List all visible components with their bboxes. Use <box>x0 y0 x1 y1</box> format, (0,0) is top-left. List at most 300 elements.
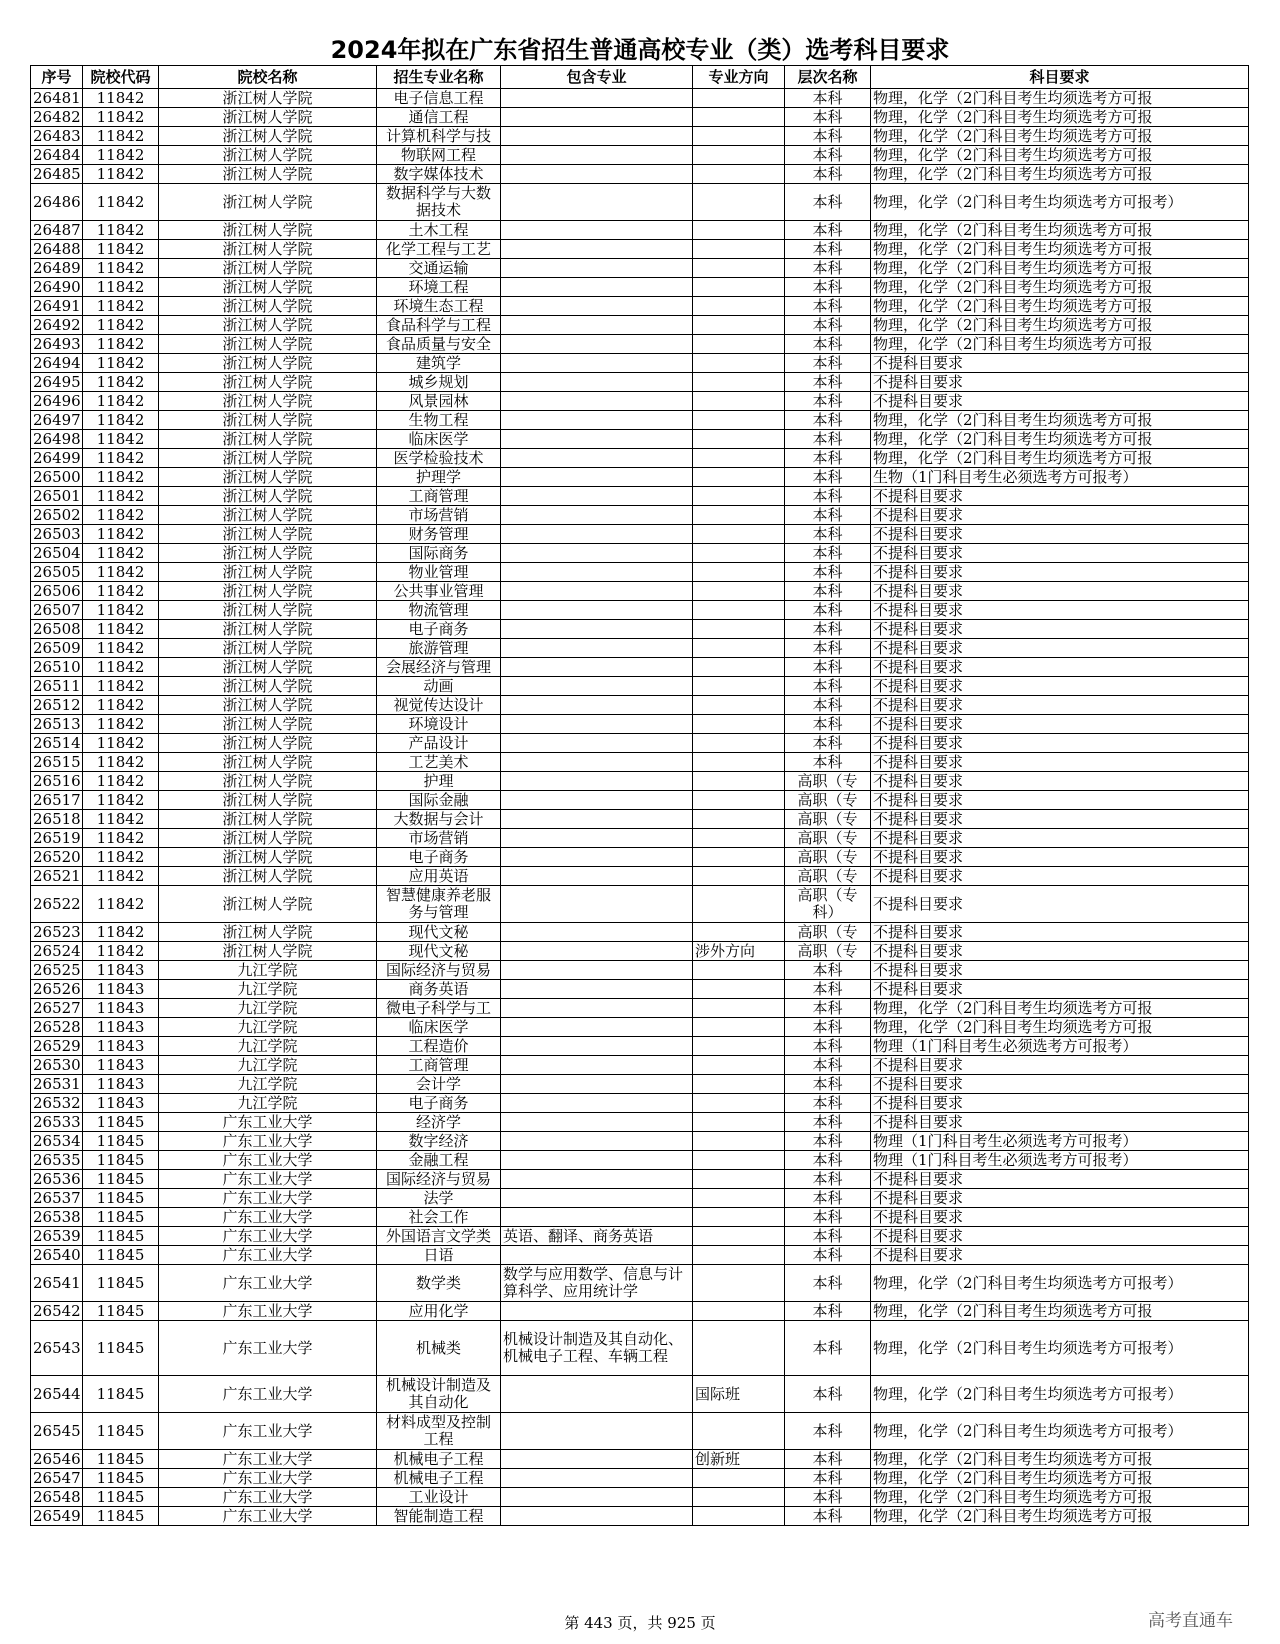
cell-direction <box>693 1189 785 1208</box>
cell-school-code: 11842 <box>83 373 159 392</box>
cell-seq: 26532 <box>31 1094 83 1113</box>
cell-school-name: 浙江树人学院 <box>159 601 377 620</box>
cell-school-name: 浙江树人学院 <box>159 829 377 848</box>
cell-subject-requirement: 物理，化学（2门科目考生均须选考方可报 <box>871 1488 1249 1507</box>
cell-direction <box>693 772 785 791</box>
cell-subject-requirement: 不提科目要求 <box>871 373 1249 392</box>
cell-level: 高职（专科） <box>785 886 871 923</box>
cell-direction <box>693 1151 785 1170</box>
cell-seq: 26540 <box>31 1246 83 1265</box>
cell-major-name: 数学类 <box>377 1265 501 1302</box>
cell-school-name: 广东工业大学 <box>159 1302 377 1321</box>
cell-school-name: 浙江树人学院 <box>159 373 377 392</box>
cell-seq: 26545 <box>31 1413 83 1450</box>
table-row <box>31 108 1249 127</box>
cell-level: 本科 <box>785 980 871 999</box>
cell-school-code: 11845 <box>83 1208 159 1227</box>
header-major-name: 招生专业名称 <box>377 66 501 89</box>
cell-direction <box>693 791 785 810</box>
cell-major-name: 医学检验技术 <box>377 449 501 468</box>
cell-direction <box>693 1469 785 1488</box>
table-row <box>31 392 1249 411</box>
table-row <box>31 373 1249 392</box>
cell-direction <box>693 886 785 923</box>
cell-level: 本科 <box>785 1018 871 1037</box>
cell-school-name: 浙江树人学院 <box>159 658 377 677</box>
cell-included-majors <box>501 1094 693 1113</box>
cell-included-majors <box>501 1488 693 1507</box>
cell-school-code: 11842 <box>83 278 159 297</box>
cell-subject-requirement: 物理，化学（2门科目考生均须选考方可报 <box>871 449 1249 468</box>
cell-major-name: 产品设计 <box>377 734 501 753</box>
brand-watermark: 高考直通车 <box>1148 1611 1233 1631</box>
cell-included-majors <box>501 127 693 146</box>
cell-school-name: 浙江树人学院 <box>159 108 377 127</box>
cell-level: 本科 <box>785 278 871 297</box>
cell-school-name: 浙江树人学院 <box>159 127 377 146</box>
cell-school-name: 浙江树人学院 <box>159 146 377 165</box>
cell-level: 本科 <box>785 525 871 544</box>
cell-school-code: 11842 <box>83 867 159 886</box>
cell-level: 本科 <box>785 89 871 108</box>
cell-seq: 26505 <box>31 563 83 582</box>
table-row <box>31 127 1249 146</box>
cell-major-name: 物流管理 <box>377 601 501 620</box>
cell-subject-requirement: 不提科目要求 <box>871 886 1249 923</box>
cell-included-majors <box>501 753 693 772</box>
cell-direction <box>693 677 785 696</box>
cell-direction <box>693 999 785 1018</box>
cell-school-name: 浙江树人学院 <box>159 942 377 961</box>
cell-level: 本科 <box>785 999 871 1018</box>
cell-subject-requirement: 不提科目要求 <box>871 1113 1249 1132</box>
cell-major-name: 城乡规划 <box>377 373 501 392</box>
cell-seq: 26485 <box>31 165 83 184</box>
cell-included-majors <box>501 487 693 506</box>
cell-level: 本科 <box>785 961 871 980</box>
table-header-row <box>31 66 1249 89</box>
page-title: 2024年拟在广东省招生普通高校专业（类）选考科目要求 <box>330 36 950 64</box>
cell-school-name: 浙江树人学院 <box>159 810 377 829</box>
cell-included-majors <box>501 1246 693 1265</box>
cell-direction <box>693 734 785 753</box>
cell-seq: 26483 <box>31 127 83 146</box>
cell-direction <box>693 620 785 639</box>
cell-school-code: 11845 <box>83 1413 159 1450</box>
cell-included-majors <box>501 392 693 411</box>
cell-major-name: 应用化学 <box>377 1302 501 1321</box>
cell-major-name: 电子信息工程 <box>377 89 501 108</box>
table-row <box>31 278 1249 297</box>
cell-school-name: 浙江树人学院 <box>159 772 377 791</box>
cell-included-majors <box>501 658 693 677</box>
cell-school-code: 11842 <box>83 316 159 335</box>
cell-school-name: 广东工业大学 <box>159 1189 377 1208</box>
cell-level: 本科 <box>785 582 871 601</box>
cell-seq: 26537 <box>31 1189 83 1208</box>
cell-major-name: 物业管理 <box>377 563 501 582</box>
cell-school-code: 11842 <box>83 715 159 734</box>
table-row <box>31 563 1249 582</box>
cell-included-majors: 机械设计制造及其自动化、机械电子工程、车辆工程 <box>501 1321 693 1376</box>
cell-direction <box>693 1265 785 1302</box>
cell-school-name: 浙江树人学院 <box>159 392 377 411</box>
cell-level: 高职（专 <box>785 772 871 791</box>
cell-level: 本科 <box>785 563 871 582</box>
cell-major-name: 国际经济与贸易 <box>377 1170 501 1189</box>
table-row <box>31 354 1249 373</box>
cell-major-name: 机械电子工程 <box>377 1469 501 1488</box>
cell-level: 本科 <box>785 677 871 696</box>
cell-major-name: 法学 <box>377 1189 501 1208</box>
cell-major-name: 商务英语 <box>377 980 501 999</box>
cell-major-name: 临床医学 <box>377 430 501 449</box>
cell-direction: 涉外方向 <box>693 942 785 961</box>
cell-major-name: 国际经济与贸易 <box>377 961 501 980</box>
cell-included-majors <box>501 961 693 980</box>
cell-subject-requirement: 不提科目要求 <box>871 354 1249 373</box>
cell-level: 本科 <box>785 1132 871 1151</box>
cell-seq: 26501 <box>31 487 83 506</box>
table-row <box>31 848 1249 867</box>
cell-school-name: 浙江树人学院 <box>159 468 377 487</box>
cell-included-majors <box>501 1056 693 1075</box>
cell-school-name: 广东工业大学 <box>159 1469 377 1488</box>
cell-major-name: 现代文秘 <box>377 942 501 961</box>
table-row <box>31 1413 1249 1450</box>
cell-included-majors <box>501 1018 693 1037</box>
cell-seq: 26518 <box>31 810 83 829</box>
cell-seq: 26502 <box>31 506 83 525</box>
cell-seq: 26490 <box>31 278 83 297</box>
cell-subject-requirement: 不提科目要求 <box>871 829 1249 848</box>
cell-direction <box>693 506 785 525</box>
cell-direction: 创新班 <box>693 1450 785 1469</box>
cell-direction <box>693 430 785 449</box>
cell-major-name: 材料成型及控制工程 <box>377 1413 501 1450</box>
cell-school-name: 浙江树人学院 <box>159 677 377 696</box>
cell-seq: 26513 <box>31 715 83 734</box>
cell-school-code: 11842 <box>83 259 159 278</box>
cell-seq: 26509 <box>31 639 83 658</box>
cell-level: 本科 <box>785 146 871 165</box>
cell-seq: 26525 <box>31 961 83 980</box>
table-row <box>31 601 1249 620</box>
cell-school-name: 广东工业大学 <box>159 1113 377 1132</box>
cell-direction <box>693 829 785 848</box>
cell-major-name: 市场营销 <box>377 829 501 848</box>
cell-level: 本科 <box>785 753 871 772</box>
cell-subject-requirement: 物理，化学（2门科目考生均须选考方可报 <box>871 1018 1249 1037</box>
cell-subject-requirement: 物理，化学（2门科目考生均须选考方可报 <box>871 411 1249 430</box>
cell-level: 本科 <box>785 1413 871 1450</box>
cell-school-code: 11842 <box>83 354 159 373</box>
cell-school-code: 11842 <box>83 829 159 848</box>
cell-major-name: 工业设计 <box>377 1488 501 1507</box>
cell-level: 本科 <box>785 1113 871 1132</box>
cell-school-code: 11843 <box>83 980 159 999</box>
cell-school-name: 浙江树人学院 <box>159 848 377 867</box>
cell-school-code: 11842 <box>83 411 159 430</box>
cell-level: 本科 <box>785 1246 871 1265</box>
cell-school-name: 九江学院 <box>159 1018 377 1037</box>
cell-direction <box>693 487 785 506</box>
cell-included-majors <box>501 506 693 525</box>
table-row <box>31 1037 1249 1056</box>
cell-direction <box>693 639 785 658</box>
cell-included-majors <box>501 715 693 734</box>
cell-seq: 26499 <box>31 449 83 468</box>
cell-major-name: 会计学 <box>377 1075 501 1094</box>
cell-school-code: 11843 <box>83 1075 159 1094</box>
cell-school-name: 广东工业大学 <box>159 1208 377 1227</box>
cell-direction <box>693 297 785 316</box>
cell-school-name: 九江学院 <box>159 1075 377 1094</box>
cell-level: 本科 <box>785 1208 871 1227</box>
table-row <box>31 1265 1249 1302</box>
cell-school-name: 浙江树人学院 <box>159 525 377 544</box>
cell-direction <box>693 1208 785 1227</box>
cell-subject-requirement: 不提科目要求 <box>871 980 1249 999</box>
cell-major-name: 电子商务 <box>377 620 501 639</box>
table-row <box>31 810 1249 829</box>
table-row <box>31 1321 1249 1376</box>
cell-subject-requirement: 不提科目要求 <box>871 1208 1249 1227</box>
cell-included-majors <box>501 468 693 487</box>
cell-school-code: 11842 <box>83 563 159 582</box>
cell-subject-requirement: 不提科目要求 <box>871 696 1249 715</box>
table-row <box>31 1488 1249 1507</box>
cell-school-code: 11845 <box>83 1246 159 1265</box>
cell-school-name: 浙江树人学院 <box>159 582 377 601</box>
cell-major-name: 公共事业管理 <box>377 582 501 601</box>
cell-included-majors <box>501 829 693 848</box>
table-row <box>31 1469 1249 1488</box>
cell-included-majors <box>501 316 693 335</box>
cell-major-name: 数据科学与大数据技术 <box>377 184 501 221</box>
cell-level: 高职（专 <box>785 848 871 867</box>
table-row <box>31 525 1249 544</box>
cell-school-name: 浙江树人学院 <box>159 221 377 240</box>
cell-seq: 26493 <box>31 335 83 354</box>
cell-school-name: 浙江树人学院 <box>159 335 377 354</box>
cell-seq: 26539 <box>31 1227 83 1246</box>
cell-school-name: 广东工业大学 <box>159 1246 377 1265</box>
cell-level: 高职（专 <box>785 942 871 961</box>
cell-level: 本科 <box>785 1227 871 1246</box>
cell-school-name: 浙江树人学院 <box>159 487 377 506</box>
cell-seq: 26522 <box>31 886 83 923</box>
cell-included-majors <box>501 886 693 923</box>
cell-school-name: 浙江树人学院 <box>159 165 377 184</box>
cell-level: 本科 <box>785 108 871 127</box>
cell-school-name: 浙江树人学院 <box>159 354 377 373</box>
cell-level: 本科 <box>785 696 871 715</box>
cell-subject-requirement: 不提科目要求 <box>871 1246 1249 1265</box>
cell-major-name: 视觉传达设计 <box>377 696 501 715</box>
cell-seq: 26526 <box>31 980 83 999</box>
cell-subject-requirement: 物理，化学（2门科目考生均须选考方可报考） <box>871 1321 1249 1376</box>
cell-included-majors <box>501 1208 693 1227</box>
table-row <box>31 582 1249 601</box>
cell-included-majors <box>501 1450 693 1469</box>
cell-school-code: 11842 <box>83 430 159 449</box>
cell-direction <box>693 240 785 259</box>
cell-direction <box>693 335 785 354</box>
cell-school-code: 11845 <box>83 1507 159 1526</box>
cell-seq: 26515 <box>31 753 83 772</box>
cell-included-majors <box>501 1151 693 1170</box>
cell-school-name: 广东工业大学 <box>159 1488 377 1507</box>
cell-major-name: 交通运输 <box>377 259 501 278</box>
cell-subject-requirement: 不提科目要求 <box>871 639 1249 658</box>
cell-seq: 26514 <box>31 734 83 753</box>
cell-school-name: 浙江树人学院 <box>159 563 377 582</box>
cell-subject-requirement: 不提科目要求 <box>871 601 1249 620</box>
cell-subject-requirement: 不提科目要求 <box>871 392 1249 411</box>
cell-major-name: 电子商务 <box>377 1094 501 1113</box>
cell-school-name: 广东工业大学 <box>159 1265 377 1302</box>
table-row <box>31 620 1249 639</box>
table-row <box>31 468 1249 487</box>
cell-included-majors <box>501 544 693 563</box>
cell-school-name: 浙江树人学院 <box>159 715 377 734</box>
cell-subject-requirement: 物理（1门科目考生必须选考方可报考） <box>871 1037 1249 1056</box>
cell-seq: 26527 <box>31 999 83 1018</box>
cell-included-majors <box>501 221 693 240</box>
cell-major-name: 生物工程 <box>377 411 501 430</box>
cell-level: 本科 <box>785 601 871 620</box>
cell-included-majors <box>501 1075 693 1094</box>
table-row <box>31 1075 1249 1094</box>
cell-school-code: 11842 <box>83 942 159 961</box>
cell-subject-requirement: 物理，化学（2门科目考生均须选考方可报 <box>871 259 1249 278</box>
cell-subject-requirement: 不提科目要求 <box>871 810 1249 829</box>
cell-included-majors <box>501 1132 693 1151</box>
cell-school-code: 11842 <box>83 582 159 601</box>
table-row <box>31 961 1249 980</box>
cell-seq: 26521 <box>31 867 83 886</box>
table-row <box>31 942 1249 961</box>
cell-seq: 26538 <box>31 1208 83 1227</box>
cell-school-code: 11842 <box>83 620 159 639</box>
cell-school-name: 浙江树人学院 <box>159 297 377 316</box>
cell-major-name: 日语 <box>377 1246 501 1265</box>
cell-level: 本科 <box>785 259 871 278</box>
cell-school-code: 11842 <box>83 677 159 696</box>
cell-level: 本科 <box>785 658 871 677</box>
table-row <box>31 297 1249 316</box>
cell-direction <box>693 980 785 999</box>
cell-major-name: 物联网工程 <box>377 146 501 165</box>
cell-subject-requirement: 不提科目要求 <box>871 1056 1249 1075</box>
cell-major-name: 食品科学与工程 <box>377 316 501 335</box>
cell-school-name: 浙江树人学院 <box>159 259 377 278</box>
cell-subject-requirement: 不提科目要求 <box>871 848 1249 867</box>
cell-subject-requirement: 不提科目要求 <box>871 867 1249 886</box>
cell-direction <box>693 1132 785 1151</box>
cell-school-name: 广东工业大学 <box>159 1376 377 1413</box>
cell-school-code: 11842 <box>83 848 159 867</box>
cell-school-code: 11842 <box>83 696 159 715</box>
cell-direction <box>693 1094 785 1113</box>
cell-major-name: 机械设计制造及其自动化 <box>377 1376 501 1413</box>
cell-level: 本科 <box>785 715 871 734</box>
cell-major-name: 电子商务 <box>377 848 501 867</box>
table-row <box>31 1094 1249 1113</box>
cell-included-majors <box>501 601 693 620</box>
cell-seq: 26542 <box>31 1302 83 1321</box>
table-row <box>31 696 1249 715</box>
cell-school-name: 浙江树人学院 <box>159 240 377 259</box>
cell-direction <box>693 449 785 468</box>
cell-seq: 26530 <box>31 1056 83 1075</box>
cell-school-code: 11842 <box>83 240 159 259</box>
cell-direction <box>693 1037 785 1056</box>
cell-included-majors <box>501 980 693 999</box>
table-row <box>31 430 1249 449</box>
cell-subject-requirement: 不提科目要求 <box>871 753 1249 772</box>
cell-subject-requirement: 不提科目要求 <box>871 582 1249 601</box>
cell-school-name: 浙江树人学院 <box>159 639 377 658</box>
cell-level: 高职（专 <box>785 791 871 810</box>
cell-level: 本科 <box>785 1170 871 1189</box>
cell-school-code: 11842 <box>83 506 159 525</box>
cell-seq: 26504 <box>31 544 83 563</box>
cell-school-name: 广东工业大学 <box>159 1321 377 1376</box>
table-row <box>31 1018 1249 1037</box>
cell-subject-requirement: 不提科目要求 <box>871 923 1249 942</box>
cell-level: 高职（专 <box>785 867 871 886</box>
cell-subject-requirement: 物理，化学（2门科目考生均须选考方可报 <box>871 146 1249 165</box>
cell-subject-requirement: 不提科目要求 <box>871 1170 1249 1189</box>
cell-level: 本科 <box>785 1302 871 1321</box>
cell-major-name: 财务管理 <box>377 525 501 544</box>
cell-school-code: 11842 <box>83 146 159 165</box>
cell-level: 本科 <box>785 1450 871 1469</box>
cell-school-name: 九江学院 <box>159 980 377 999</box>
cell-seq: 26497 <box>31 411 83 430</box>
cell-subject-requirement: 不提科目要求 <box>871 772 1249 791</box>
header-seq: 序号 <box>31 66 83 89</box>
cell-school-code: 11842 <box>83 487 159 506</box>
cell-seq: 26524 <box>31 942 83 961</box>
cell-direction <box>693 563 785 582</box>
cell-direction <box>693 468 785 487</box>
table-row <box>31 449 1249 468</box>
cell-major-name: 环境工程 <box>377 278 501 297</box>
cell-subject-requirement: 不提科目要求 <box>871 620 1249 639</box>
cell-school-name: 广东工业大学 <box>159 1450 377 1469</box>
cell-seq: 26503 <box>31 525 83 544</box>
cell-school-name: 浙江树人学院 <box>159 620 377 639</box>
cell-major-name: 通信工程 <box>377 108 501 127</box>
cell-included-majors <box>501 525 693 544</box>
cell-subject-requirement: 物理（1门科目考生必须选考方可报考） <box>871 1132 1249 1151</box>
cell-major-name: 经济学 <box>377 1113 501 1132</box>
cell-included-majors <box>501 240 693 259</box>
cell-level: 本科 <box>785 373 871 392</box>
cell-subject-requirement: 不提科目要求 <box>871 715 1249 734</box>
cell-school-name: 广东工业大学 <box>159 1413 377 1450</box>
cell-school-code: 11845 <box>83 1488 159 1507</box>
cell-included-majors <box>501 89 693 108</box>
cell-direction <box>693 1302 785 1321</box>
table-row <box>31 886 1249 923</box>
cell-seq: 26487 <box>31 221 83 240</box>
cell-included-majors <box>501 810 693 829</box>
cell-included-majors <box>501 923 693 942</box>
